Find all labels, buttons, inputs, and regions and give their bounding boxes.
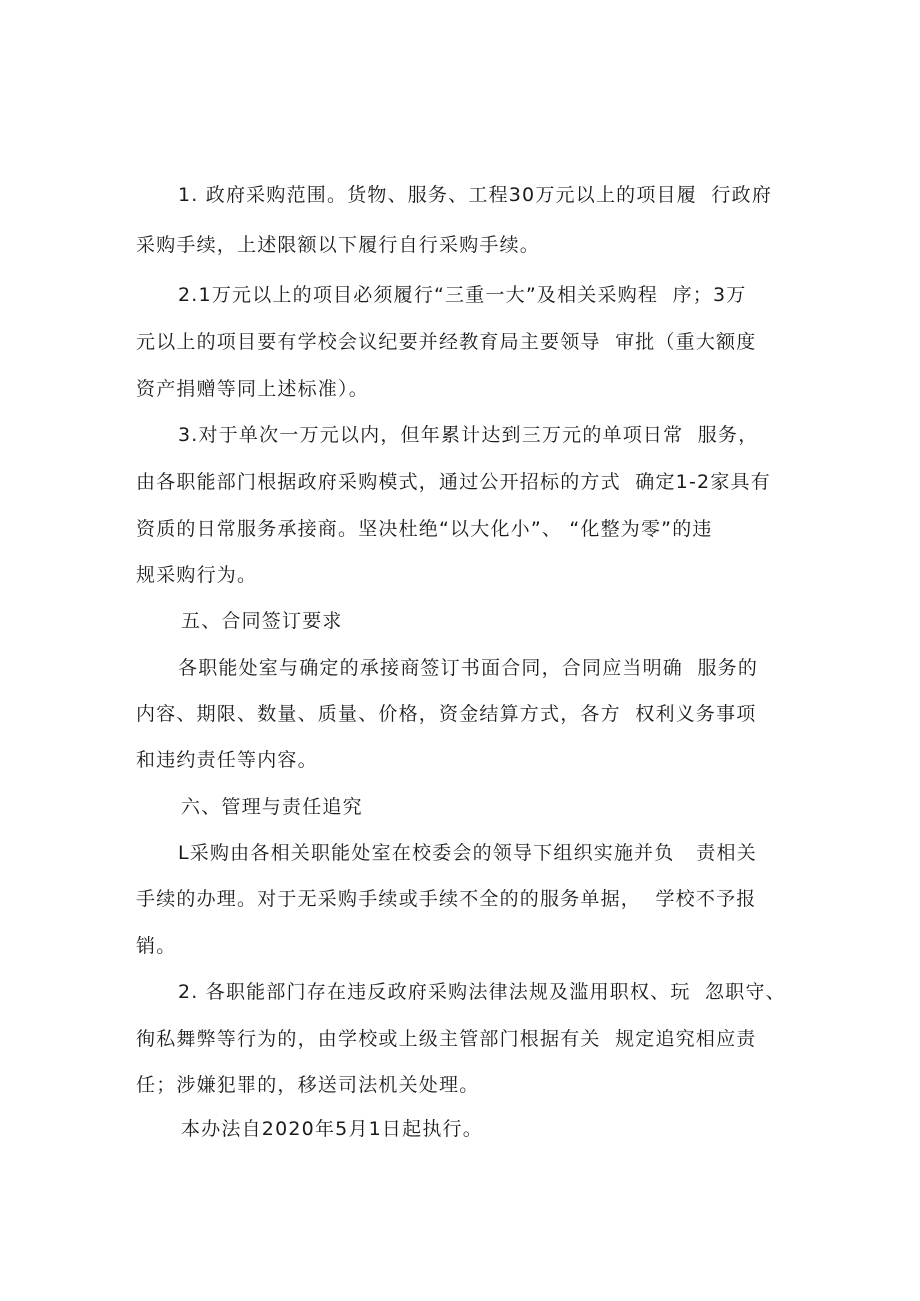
section-6-heading: 六、管理与责任追究 [181, 796, 363, 818]
section-6-clause-2-line-3: 任；涉嫌犯罪的，移送司法机关处理。 [136, 1074, 480, 1096]
clause-3-line-3: 资质的日常服务承接商。坚决杜绝“以大化小”、 “化整为零”的违 [136, 518, 713, 540]
clause-1-line-2: 采购手续，上述限额以下履行自行采购手续。 [136, 234, 541, 256]
clause-3-line-1: 3.对于单次一万元以内，但年累计达到三万元的单项日常 服务， [178, 424, 759, 446]
clause-1-line-1: 1. 政府采购范围。货物、服务、工程30万元以上的项目履 行政府 [178, 184, 773, 206]
section-5-line-1: 各职能处室与确定的承接商签订书面合同，合同应当明确 服务的 [178, 657, 759, 679]
clause-2-line-1: 2.1万元以上的项目必须履行“三重一大”及相关采购程 序；3万 [178, 284, 747, 306]
effective-date-line: 本办法自2020年5月1日起执行。 [181, 1118, 483, 1140]
clause-3-line-2: 由各职能部门根据政府采购模式，通过公开招标的方式 确定1-2家具有 [136, 471, 771, 493]
section-5-line-2: 内容、期限、数量、质量、价格，资金结算方式，各方 权利义务事项 [136, 703, 757, 725]
section-6-clause-2-line-1: 2. 各职能部门存在违反政府采购法律法规及滥用职权、玩 忽职守、 [178, 981, 786, 1003]
clause-2-line-2: 元以上的项目要有学校会议纪要并经教育局主要领导 审批（重大额度 [136, 331, 757, 353]
section-5-line-3: 和违约责任等内容。 [136, 749, 318, 771]
section-6-clause-1-line-2: 手续的办理。对于无采购手续或手续不全的的服务单据， 学校不予报 [136, 888, 757, 910]
section-6-clause-1-line-1: L采购由各相关职能处室在校委会的领导下组织实施并负 责相关 [178, 842, 757, 864]
section-6-clause-2-line-2: 徇私舞弊等行为的，由学校或上级主管部门根据有关 规定追究相应责 [136, 1028, 757, 1050]
section-5-heading: 五、合同签订要求 [181, 610, 343, 632]
section-6-clause-1-line-3: 销。 [136, 935, 177, 957]
clause-3-line-4: 规采购行为。 [136, 564, 258, 586]
clause-2-line-3: 资产捐赠等同上述标准）。 [136, 378, 369, 400]
